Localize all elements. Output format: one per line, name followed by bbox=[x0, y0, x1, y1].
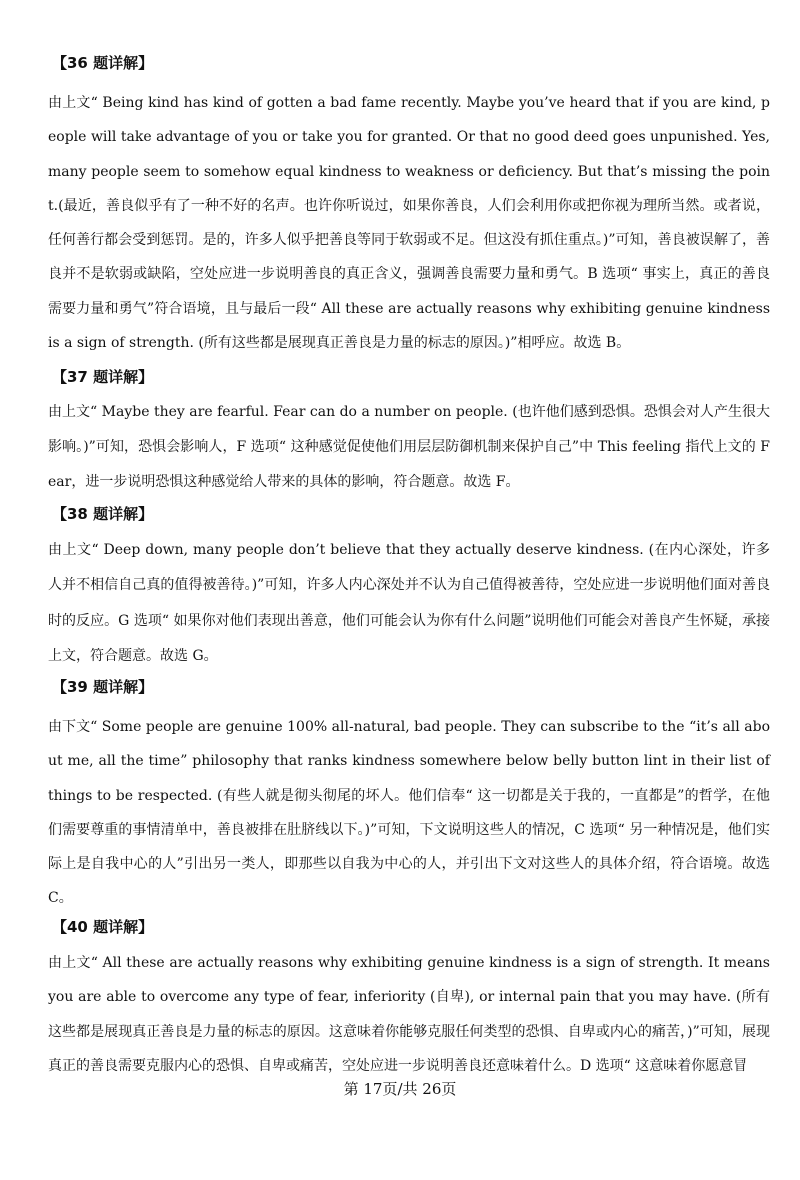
section-paragraph: 由上文“ Deep down, many people don’t believe that they actually deserve kindness. (在内心深处，许多人并不相信自己真的值得被善待。)”可知，许多人内心深处并不认为自己值得被善待，空处应进一步说明他们面对善良时的反应。G 选项“ 如果你对他们表现出善意，他们可能会认为你有什么问题”说明他们可能会对善良产生怀疑，承接上文，符合题意。故选 G。 bbox=[48, 542, 770, 664]
section-paragraph: 由上文“ Being kind has kind of gotten a bad fame recently. Maybe you’ve heard that if you are kind, people will take advantage of you or take you for granted. Or that no good deed goes unpunished. Yes, many people seem to somehow equal kindness to weakness or deficiency. But that’s missing the point.(最近，善良似乎有了一种不好的名声。也许你听说过，如果你善良，人们会利用你或把你视为理所当然。或者说，任何善行都会受到惩罚。是的，许多人似乎把善良等同于软弱或不足。但这没有抓住重点。)”可知，善良被误解了，善良并不是软弱或缺陷，空处应进一步说明善良的真正含义，强调善良需要力量和勇气。B 选项“ 事实上，真正的善良需要力量和勇气”符合语境，且与最后一段“ All these are actually reasons why exhibiting genuine kindness is a sign of strength. (所有这些都是展现真正善良是力量的标志的原因。)”相呼应。故选 B。 bbox=[48, 95, 770, 352]
section-heading: 【40 题详解】 bbox=[52, 918, 154, 936]
section-paragraph: 由上文“ Maybe they are fearful. Fear can do a number on people. (也许他们感到恐惧。恐惧会对人产生很大影响。)”可知，恐惧会影响人，F 选项“ 这种感觉促使他们用层层防御机制来保护自己”中 This feeling 指代上文的 Fear，进一步说明恐惧这种感觉给人带来的具体的影响，符合题意。故选 F。 bbox=[48, 404, 770, 490]
section-paragraph: 由上文“ All these are actually reasons why exhibiting genuine kindness is a sign of strength. It means you are able to overcome any type of fear, inferiority (自卑), or internal pain that you may have. (所有这些都是展现真正善良是力量的标志的原因。这意味着你能够克服任何类型的恐惧、自卑或内心的痛苦，)”可知，展现真正的善良需要克服内心的恐惧、自卑或痛苦，空处应进一步说明善良还意味着什么。D 选项“ 这意味着你愿意冒 bbox=[48, 955, 770, 1074]
section-heading: 【39 题详解】 bbox=[52, 678, 154, 696]
section-heading: 【36 题详解】 bbox=[52, 54, 154, 72]
page-number-footer: 第 17页/共 26页 bbox=[343, 1080, 457, 1098]
section-36 bbox=[48, 52, 770, 360]
section-38 bbox=[48, 503, 770, 674]
section-37 bbox=[48, 366, 770, 500]
section-39 bbox=[48, 676, 770, 916]
section-heading: 【38 题详解】 bbox=[52, 505, 154, 523]
section-heading: 【37 题详解】 bbox=[52, 368, 154, 386]
section-40 bbox=[48, 916, 770, 1083]
section-paragraph: 由下文“ Some people are genuine 100% all-natural, bad people. They can subscribe to the “it’s all about me, all the time” philosophy that ranks kindness somewhere below belly button lint in their list of things to be respected. (有些人就是彻头彻尾的坏人。他们信奉“ 这一切都是关于我的，一直都是”的哲学，在他们需要尊重的事情清单中，善良被排在肚脐线以下。)”可知，下文说明这些人的情况，C 选项“ 另一种情况是，他们实际上是自我中心的人”引出另一类人，即那些以自我为中心的人，并引出下文对这些人的具体介绍，符合语境。故选 C。 bbox=[48, 719, 770, 907]
